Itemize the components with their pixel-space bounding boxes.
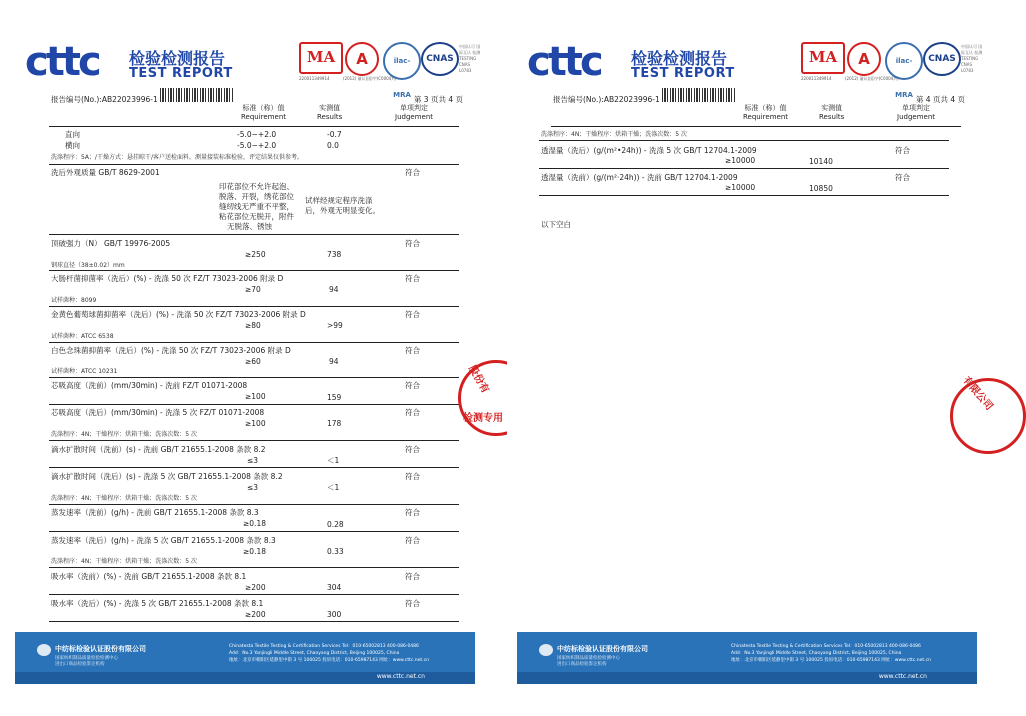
ilac-mra-mark-icon: ilac-MRA [885, 42, 923, 80]
wick-post-res: 178 [327, 419, 342, 428]
evap-pre-req: ≥0.18 [243, 519, 266, 528]
col-results-cn: 实测值 [821, 104, 843, 112]
ecoli-label: 大肠杆菌抑菌率（洗后）(%) - 洗涤 50 次 FZ/T 73023-2006 附录 D [51, 274, 284, 283]
evap-post-judge: 符合 [405, 536, 420, 545]
burst-res: 738 [327, 250, 342, 259]
logo-title-en: TEST REPORT [129, 66, 233, 81]
cttc-logo [25, 40, 235, 88]
report-number [51, 94, 158, 105]
evap-pre-judge: 符合 [405, 508, 420, 517]
divider [539, 195, 949, 196]
perm-post-req: ≥10000 [725, 156, 756, 165]
seal-text-bottom: 检测专用 [463, 413, 503, 424]
cross-label: 横向 [65, 141, 80, 150]
blank-note: 以下空白 [541, 220, 571, 229]
appearance-req-1: 印花部位不允许起泡、 [219, 182, 294, 191]
candida-label: 白色念珠菌抑菌率（洗后）(%) - 洗涤 50 次 FZ/T 73023-2006 附录 D [51, 346, 291, 355]
burst-judge: 符合 [405, 239, 420, 248]
col-judgement-header [897, 104, 935, 122]
divider [49, 377, 459, 378]
perm-post-judge: 符合 [895, 146, 910, 155]
report-number [553, 94, 660, 105]
absorb-post-judge: 符合 [405, 599, 420, 608]
divider [49, 164, 459, 165]
cma-number: 220011349914 [299, 76, 330, 81]
straight-req: -5.0~+2.0 [237, 130, 277, 139]
report-page-4 [507, 0, 995, 716]
cnas-side-text: 中国认可 国际互认 检测 TESTING CNAS L0783 [459, 44, 481, 73]
absorb-pre-req: ≥200 [245, 583, 266, 592]
col-judgement-en: Judgement [897, 113, 936, 121]
appearance-req-3: 缝纫线无严重不平整， [219, 202, 294, 211]
absorb-post-res: 300 [327, 610, 342, 619]
divider [49, 270, 459, 271]
report-page-3 [5, 0, 503, 716]
footer-cn-addr: 地址：北京市朝阳区延静里中街 3 号 100025 投诉电话：010-65987143 网址：www.cttc.net.cn [229, 658, 429, 663]
cross-res: 0.0 [327, 141, 339, 150]
cnas-mark-icon: CNAS [421, 42, 459, 76]
company-logo-icon [37, 644, 51, 656]
footer-sub1: 国家纺织制品质量检验检测中心 [55, 656, 118, 661]
footer-cn-addr: 地址：北京市朝阳区延静里中街 3 号 100025 投诉电话：010-65987143 网址：www.cttc.net.cn [731, 658, 931, 663]
evap-post-note: 洗涤程序：4N；干燥程序：烘箱干燥；洗涤次数：5 次 [51, 558, 198, 565]
perm-pre-label: 透湿量（洗前）(g/(m²·24h)) - 洗前 GB/T 12704.1-2009 [541, 173, 738, 182]
col-results-en: Results [819, 113, 845, 121]
staph-note: 试样菌种：ATCC 6538 [51, 333, 114, 340]
wick-pre-req: ≥100 [245, 392, 266, 401]
appearance-res-2: 后，外观无明显变化。 [305, 206, 380, 215]
footer-en-addr: Add：No.3 Yanjingli Middle Street, Chaoyang District, Beijing 100025, China [731, 651, 902, 656]
evap-pre-label: 蒸发速率（洗前）(g/h) - 洗前 GB/T 21655.1-2008 条款 8.3 [51, 508, 259, 517]
ecoli-note: 试样菌种：8099 [51, 297, 97, 304]
perm-pre-judge: 符合 [895, 173, 910, 182]
cma-mark-icon: MA [299, 42, 343, 74]
footer-sub1: 国家纺织制品质量检验检测中心 [557, 656, 620, 661]
divider [539, 140, 949, 141]
ilac-mra-mark-icon: ilac-MRA [383, 42, 421, 80]
divider [49, 467, 459, 468]
candida-req: ≥60 [245, 357, 261, 366]
divider [551, 126, 961, 127]
col-judgement-cn: 单项判定 [400, 104, 428, 112]
evap-post-label: 蒸发速率（洗后）(g/h) - 洗涤 5 次 GB/T 21655.1-2008 条款 8.3 [51, 536, 276, 545]
divider [49, 126, 459, 127]
divider [49, 440, 459, 441]
col-standard-header [743, 104, 788, 122]
page-number: 第 4 页共 4 页 [915, 95, 965, 104]
absorb-post-req: ≥200 [245, 610, 266, 619]
divider [49, 621, 459, 622]
wick-post-judge: 符合 [405, 408, 420, 417]
cross-req: -5.0~+2.0 [237, 141, 277, 150]
perm-post-label: 透湿量（洗后）(g/(m²•24h)) - 洗涤 5 次 GB/T 12704.1-2009 [541, 146, 757, 155]
drip-pre-req: ≤3 [247, 456, 259, 465]
logo-wordmark: cttc [25, 39, 99, 85]
col-results-en: Results [317, 113, 343, 121]
staph-req: ≥80 [245, 321, 261, 330]
footer-website: www.cttc.net.cn [878, 673, 927, 680]
col-judgement-en: Judgement [395, 113, 434, 121]
logo-title-en: TEST REPORT [631, 66, 735, 81]
straight-res: -0.7 [327, 130, 342, 139]
footer-company-cn: 中纺标检验认证股份有限公司 [557, 645, 648, 653]
cal-number: (2012) 量认(国)字(C0004)号 [343, 76, 397, 81]
logo-title-cn: 检验检测报告 [631, 49, 728, 68]
candida-judge: 符合 [405, 346, 420, 355]
drip-post-note: 洗涤程序：4N；干燥程序：烘箱干燥；洗涤次数：5 次 [51, 495, 198, 502]
perm-post-res: 10140 [809, 157, 833, 166]
drip-post-judge: 符合 [405, 472, 420, 481]
page-number: 第 3 页共 4 页 [413, 95, 463, 104]
footer-sub [55, 656, 118, 668]
company-logo-icon [539, 644, 553, 656]
drip-pre-label: 滴水扩散时间（洗前）(s) - 洗前 GB/T 21655.1-2008 条款 8.2 [51, 445, 266, 454]
seal-text-top: 有限公司 [960, 374, 995, 413]
ecoli-req: ≥70 [245, 285, 261, 294]
footer-sub2: 进出口商品检验鉴定机构 [55, 662, 105, 667]
wick-post-label: 芯吸高度（洗后）(mm/30min) - 洗涤 5 次 FZ/T 01071-2008 [51, 408, 265, 417]
col-standard-cn: 标准（称）值 [242, 104, 285, 112]
burst-note: 钢球直径（38±0.02）mm [51, 262, 125, 269]
absorb-pre-label: 吸水率（洗前）(%) - 洗前 GB/T 21655.1-2008 条款 8.1 [51, 572, 247, 581]
appearance-label: 洗后外观质量 GB/T 8629-2001 [51, 168, 160, 177]
page-footer [15, 632, 475, 684]
appearance-req-2: 脱落、开裂，绣花部位 [219, 192, 294, 201]
footer-en-name: Chinatesta Textile Testing & Certification Services Tel：010-65002813 400-086-0486 [229, 644, 419, 649]
appearance-req-4: 粘花部位无脱开，附件 [219, 212, 294, 221]
col-judgement-header [395, 104, 433, 122]
barcode-icon [160, 88, 234, 102]
evap-pre-res: 0.28 [327, 520, 344, 529]
wash-note: 洗涤程序：5A；/干燥方式：悬挂晾干/客户送检面料，测量接装标准检验，评定结果仅供参考。 [51, 154, 303, 161]
wick-pre-res: 159 [327, 393, 342, 402]
col-standard-cn: 标准（称）值 [744, 104, 787, 112]
cttc-logo [527, 40, 737, 88]
drip-post-label: 滴水扩散时间（洗后）(s) - 洗涤 5 次 GB/T 21655.1-2008 条款 8.2 [51, 472, 283, 481]
report-number-label: 报告编号(No.): [51, 95, 102, 104]
evap-post-req: ≥0.18 [243, 547, 266, 556]
divider [49, 567, 459, 568]
report-number-label: 报告编号(No.): [553, 95, 604, 104]
staph-res: >99 [327, 321, 343, 330]
footer-sub [557, 656, 620, 668]
report-number-value: AB22023996-1 [101, 95, 158, 104]
col-standard-header [241, 104, 286, 122]
divider [49, 234, 459, 235]
footer-contact [229, 643, 429, 664]
wick-pre-judge: 符合 [405, 381, 420, 390]
appearance-res-1: 试样经规定程序洗涤 [305, 196, 373, 205]
page-footer [517, 632, 977, 684]
barcode-icon [662, 88, 736, 102]
staph-label: 金黄色葡萄球菌抑菌率（洗后）(%) - 洗涤 50 次 FZ/T 73023-2006 附录 D [51, 310, 306, 319]
col-results-header [819, 104, 844, 122]
drip-post-req: ≤3 [247, 483, 259, 492]
staph-judge: 符合 [405, 310, 420, 319]
cma-mark-icon: MA [801, 42, 845, 74]
footer-website: www.cttc.net.cn [376, 673, 425, 680]
cal-mark-icon: A [847, 42, 881, 76]
appearance-req-5: 无脱落、锈蚀 [227, 222, 272, 231]
perm-pre-req: ≥10000 [725, 183, 756, 192]
drip-pre-res: ＜1 [327, 456, 340, 465]
divider [49, 594, 459, 595]
evap-post-res: 0.33 [327, 547, 344, 556]
appearance-judge: 符合 [405, 168, 420, 177]
logo-wordmark: cttc [527, 39, 601, 85]
wick-post-note: 洗涤程序：4N；干燥程序：烘箱干燥；洗涤次数：5 次 [51, 431, 198, 438]
seal-text-top: 股份有 [466, 363, 491, 396]
absorb-pre-judge: 符合 [405, 572, 420, 581]
candida-res: 94 [329, 357, 339, 366]
footer-contact [731, 643, 931, 664]
footer-en-addr: Add：No.3 Yanjingli Middle Street, Chaoyang District, Beijing 100025, China [229, 651, 400, 656]
footer-en-name: Chinatesta Textile Testing & Certification Services Tel：010-65002813 400-086-0486 [731, 644, 921, 649]
divider [539, 168, 949, 169]
divider [49, 306, 459, 307]
col-results-header [317, 104, 342, 122]
cma-number: 220011349914 [801, 76, 832, 81]
col-results-cn: 实测值 [319, 104, 341, 112]
burst-label: 顶破强力（N） GB/T 19976-2005 [51, 239, 171, 248]
straight-label: 直向 [65, 130, 80, 139]
candida-note: 试样菌种：ATCC 10231 [51, 368, 118, 375]
divider [49, 504, 459, 505]
burst-req: ≥250 [245, 250, 266, 259]
drip-pre-judge: 符合 [405, 445, 420, 454]
wash-note: 洗涤程序：4N；干燥程序：烘箱干燥；洗涤次数：5 次 [541, 131, 688, 138]
cnas-side-text: 中国认可 国际互认 检测 TESTING CNAS L0783 [961, 44, 983, 73]
wick-pre-label: 芯吸高度（洗前）(mm/30min) - 洗前 FZ/T 01071-2008 [51, 381, 248, 390]
logo-title-cn: 检验检测报告 [129, 49, 226, 68]
col-standard-en: Requirement [743, 113, 789, 121]
col-standard-en: Requirement [241, 113, 287, 121]
footer-company-cn: 中纺标检验认证股份有限公司 [55, 645, 146, 653]
divider [49, 531, 459, 532]
official-seal-partial [950, 374, 1026, 454]
absorb-pre-res: 304 [327, 583, 342, 592]
report-number-value: AB22023996-1 [603, 95, 660, 104]
certification-marks [299, 42, 481, 99]
divider [49, 404, 459, 405]
ecoli-judge: 符合 [405, 274, 420, 283]
wick-post-req: ≥100 [245, 419, 266, 428]
col-judgement-cn: 单项判定 [902, 104, 930, 112]
ecoli-res: 94 [329, 285, 339, 294]
cnas-mark-icon: CNAS [923, 42, 961, 76]
cal-number: (2012) 量认(国)字(C0004)号 [845, 76, 899, 81]
footer-sub2: 进出口商品检验鉴定机构 [557, 662, 607, 667]
drip-post-res: ＜1 [327, 483, 340, 492]
absorb-post-label: 吸水率（洗后）(%) - 洗涤 5 次 GB/T 21655.1-2008 条款 8.1 [51, 599, 264, 608]
perm-pre-res: 10850 [809, 184, 833, 193]
certification-marks [801, 42, 983, 99]
divider [49, 342, 459, 343]
cal-mark-icon: A [345, 42, 379, 76]
